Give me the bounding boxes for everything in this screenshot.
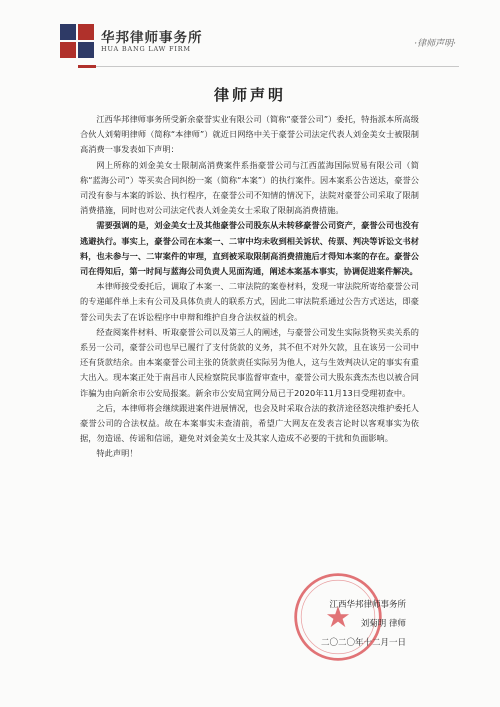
header-rule-accent	[78, 65, 96, 68]
paragraph: 经查阅案件材料、听取豪誉公司以及第三人的阐述，与豪誉公司发生实际货物买卖关系的系另一公司，豪誉公司也早已履行了支付货款的义务，其不但不对外欠款，且在该另一公司中还有货款结余。由本案豪誉公司主张的货款责任实际另为他人，这与生效判决认定的事实有重大出入。现本案正处于南昌市人民检察院民事监督审查中，豪誉公司大股东龚杰杰也以被合同诈骗为由向新余市公安局报案。新余市公安局宜网分局已于2020年11月13日受理初查中。	[80, 326, 419, 398]
paragraph: 江西华邦律师事务所受新余豪誉实业有限公司（简称“豪誉公司”）委托，特指派本所高级合伙人刘菊明律师（简称“本律师”）就近日网络中关于豪誉公司法定代表人刘金美女士被限制高消费一事发表如下声明：	[80, 114, 419, 155]
signature-date: 二〇二〇年十二月一日	[320, 638, 406, 648]
signature-block	[256, 596, 406, 653]
letterhead	[0, 0, 500, 70]
signature-firm: 江西华邦律师事务所	[329, 600, 406, 610]
firm-logo-icon	[60, 24, 94, 58]
paragraph: 之后，本律师将会继续跟进案件进展情况，也会及时采取合法的救济途径怒决维护委托人豪誉公司的合法权益。故在本案事实未查清前，希望广大网友在发表言论时以客观事实为依据，勿造谣、传谣和信谣，避免对刘金美女士及其家人造成不必要的干扰和负面影响。	[80, 402, 419, 444]
paragraph: 网上所称的刘金美女士限制高消费案件系指豪誉公司与江西蓝海国际贸易有限公司（简称“蓝海公司”）等买卖合同纠纷一案（简称“本案”）的执行案件。因本案系公告送达，豪誉公司没有参与本案的诉讼、执行程序，在豪誉公司不知情的情况下，法院对豪誉公司采取了限制消费措施，同时也对公司法定代表人刘金美女士采取了限制高消费措施。	[80, 159, 419, 216]
paragraph-closing: 特此声明！	[96, 448, 138, 459]
firm-name-en: HUA BANG LAW FIRM	[101, 45, 191, 53]
paragraph: 本律师接受委托后，调取了本案一、二审法院的案卷材料，发现一审法院所寄给豪誉公司的专递邮件单上未有公司及具体负责人的联系方式，因此二审法院系通过公告方式送达，即豪誉公司失去了在诉讼程序中申辩和维护自身合法权益的机会。	[80, 281, 419, 322]
document-body	[80, 112, 419, 462]
header-tagline: ·律师声明·	[414, 39, 456, 49]
document-title: 律师声明	[213, 86, 286, 104]
paragraph-emphasis: 需要强调的是，刘金美女士及其他豪誉公司股东从未转移豪誉公司资产，豪誉公司也没有逃避执行。事实上，豪誉公司在本案一、二审中均未收到相关诉状、传票、判决等诉讼文书材料，也未参与一、二审案件的审理，直到被采取限制高消费措施后才得知本案的存在。豪誉公司在得知后，第一时间与蓝海公司负责人见面沟通，阐述本案基本事实，协调促进案件解决。	[80, 220, 419, 277]
header-rule	[78, 66, 459, 67]
signature-lawyer: 刘菊明 律师	[360, 619, 406, 629]
firm-name-cn: 华邦律师事务所	[101, 30, 203, 46]
